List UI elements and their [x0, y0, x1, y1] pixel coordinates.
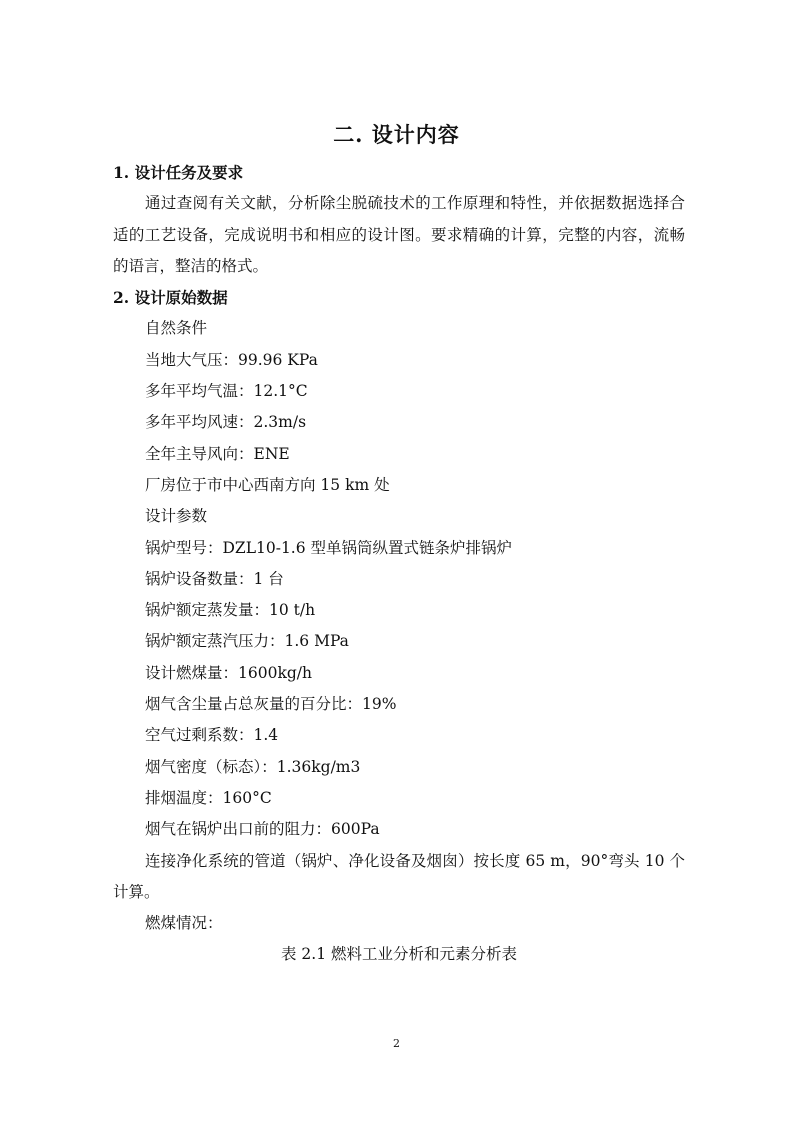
coal-conditions-label: 燃煤情况： [145, 914, 223, 933]
design-item-flue-density: 烟气密度（标态）：1.36kg/m3 [145, 757, 361, 776]
natural-item-location: 厂房位于市中心西南方向 15 km 处 [145, 475, 390, 494]
natural-item-temperature: 多年平均气温：12.1°C [145, 382, 308, 401]
design-parameters-label: 设计参数 [145, 507, 208, 526]
natural-item-pressure: 当地大气压：99.96 KPa [145, 350, 318, 369]
section2-heading: 2. 设计原始数据 [113, 288, 228, 308]
design-item-evaporation: 锅炉额定蒸发量：10 t/h [145, 601, 316, 620]
natural-item-wind-direction: 全年主导风向：ENE [145, 444, 290, 463]
section1-paragraph: 通过查阅有关文献，分析除尘脱硫技术的工作原理和特性，并依据数据选择合适的工艺设备，完成说明书和相应的设计图。要求精确的计算，完整的内容，流畅的语言，整洁的格式。 [113, 194, 685, 275]
section1-heading: 1. 设计任务及要求 [113, 163, 244, 182]
natural-conditions-label: 自然条件 [145, 319, 208, 338]
design-item-exhaust-temp: 排烟温度：160°C [145, 788, 272, 807]
design-item-dust-ratio: 烟气含尘量占总灰量的百分比：19% [145, 695, 397, 714]
design-item-resistance: 烟气在锅炉出口前的阻力：600Pa [145, 820, 380, 839]
design-item-boiler-count: 锅炉设备数量：1 台 [145, 569, 284, 588]
design-item-excess-air: 空气过剩系数：1.4 [145, 726, 279, 745]
natural-item-wind-speed: 多年平均风速：2.3m/s [145, 413, 307, 432]
design-item-boiler-model: 锅炉型号：DZL10-1.6 型单锅筒纵置式链条炉排锅炉 [145, 538, 513, 557]
section-title: 二. 设计内容 [333, 122, 460, 147]
table-caption: 表 2.1 燃料工业分析和元素分析表 [280, 945, 517, 964]
design-item-steam-pressure: 锅炉额定蒸汽压力：1.6 MPa [145, 632, 349, 651]
document-body [113, 157, 685, 971]
pipe-paragraph: 连接净化系统的管道（锅炉、净化设备及烟囱）按长度 65 m，90°弯头 10 个计算。 [113, 851, 685, 901]
page-number: 2 [393, 1037, 400, 1050]
design-item-coal-consumption: 设计燃煤量：1600kg/h [145, 663, 312, 682]
